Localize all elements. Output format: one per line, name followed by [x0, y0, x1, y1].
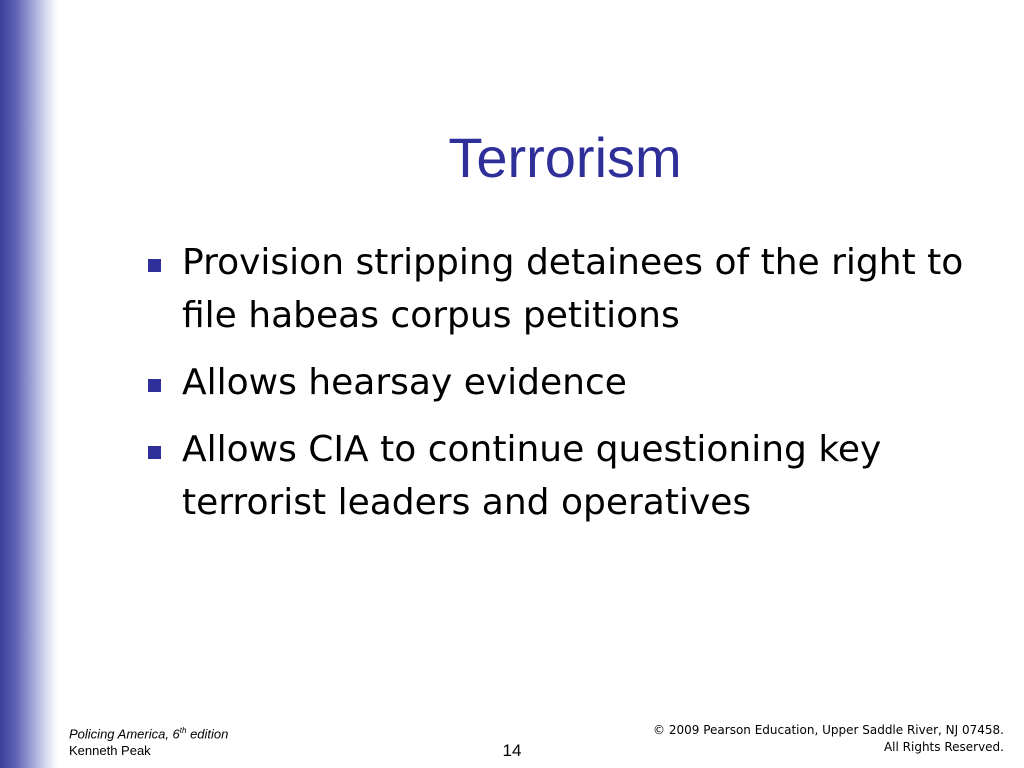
book-title: Policing America, 6th edition [69, 726, 229, 742]
copyright-notice [653, 722, 1004, 756]
author-name: Kenneth Peak [69, 743, 151, 759]
square-bullet-icon [148, 259, 161, 272]
bullet-list [140, 236, 990, 543]
bullet-item [140, 423, 990, 529]
slide-title: Terrorism [448, 126, 682, 189]
rights-line: All Rights Reserved. [883, 740, 1004, 754]
square-bullet-icon [148, 379, 161, 392]
bullet-text: Allows hearsay evidence [182, 362, 627, 403]
bullet-text: Provision stripping detainees of the right to file habeas corpus petitions [182, 242, 964, 336]
side-gradient-band [0, 0, 58, 768]
bullet-item [140, 236, 990, 342]
footer-book-info [69, 722, 228, 759]
page-number: 14 [502, 741, 522, 760]
square-bullet-icon [148, 446, 161, 459]
copyright-line: © 2009 Pearson Education, Upper Saddle River, NJ 07458. [653, 723, 1004, 737]
bullet-text: Allows CIA to continue questioning key terrorist leaders and operatives [182, 429, 882, 523]
bullet-item [140, 356, 990, 409]
